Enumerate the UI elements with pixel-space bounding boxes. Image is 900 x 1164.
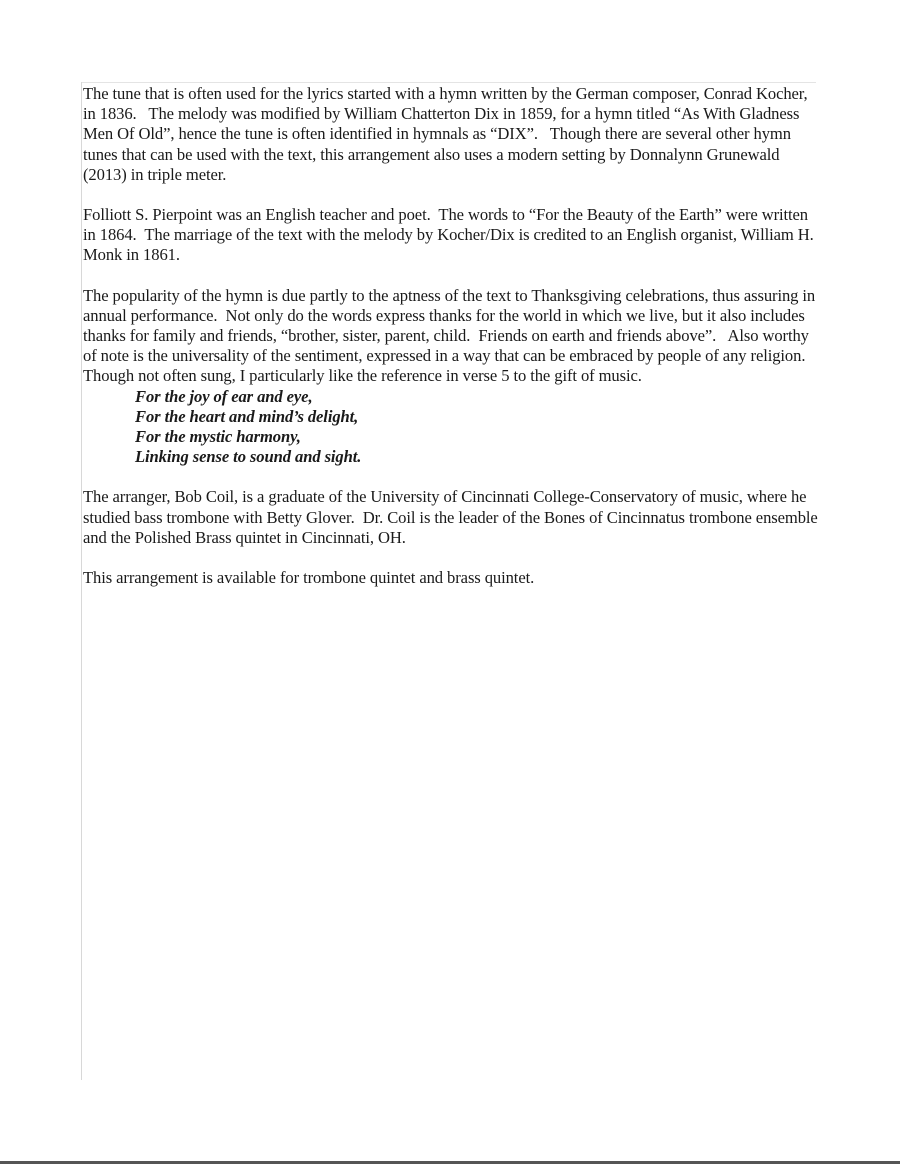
paragraph-tune-history: The tune that is often used for the lyrics started with a hymn written by the German composer, Conrad Kocher, in 1836. The melody was modified by William Chatterton Dix in 1859, for a hymn titled “As With Gladness Men Of Old”, hence the tune is often identified in hymnals as “DIX”. Though there are several other hymn tunes that can be used with the text, this arrangement also uses a modern setting by Donnalynn Grunewald (2013) in triple meter. [83,84,812,184]
paragraph-arranger: The arranger, Bob Coil, is a graduate of the University of Cincinnati College-Conservatory of music, where he studied bass trombone with Betty Glover. Dr. Coil is the leader of the Bones of Cincinnatus trombone ensemble and the Polished Brass quintet in Cincinnati, OH. [83,487,822,547]
paragraph-popularity: The popularity of the hymn is due partly to the aptness of the text to Thanksgiving celebrations, thus assuring in annual performance. Not only do the words express thanks for the world in which we live, but it also includes thanks for family and friends, “brother, sister, parent, child. Friends on earth and friends above”. Also worthy of note is the universality of the sentiment, expressed in a way that can be embraced by people of any religion. Though not often sung, I particularly like the reference in verse 5 to the gift of music. [83,285,820,386]
verse-quote [83,387,823,468]
document-body [83,84,823,608]
verse-line: For the joy of ear and eye, [135,386,313,406]
page-top-edge [81,82,816,83]
verse-line: Linking sense to sound and sight. [135,447,362,467]
verse-line: For the mystic harmony, [135,427,301,447]
paragraph-availability: This arrangement is available for trombone quintet and brass quintet. [83,568,535,588]
paragraph-author: Folliott S. Pierpoint was an English teacher and poet. The words to “For the Beauty of the Earth” were written in 1864. The marriage of the text with the melody by Kocher/Dix is credited to an English organist, William H. Monk in 1861. [83,205,818,265]
verse-line: For the heart and mind’s delight, [135,406,359,426]
page-left-margin-rule [81,82,82,1080]
